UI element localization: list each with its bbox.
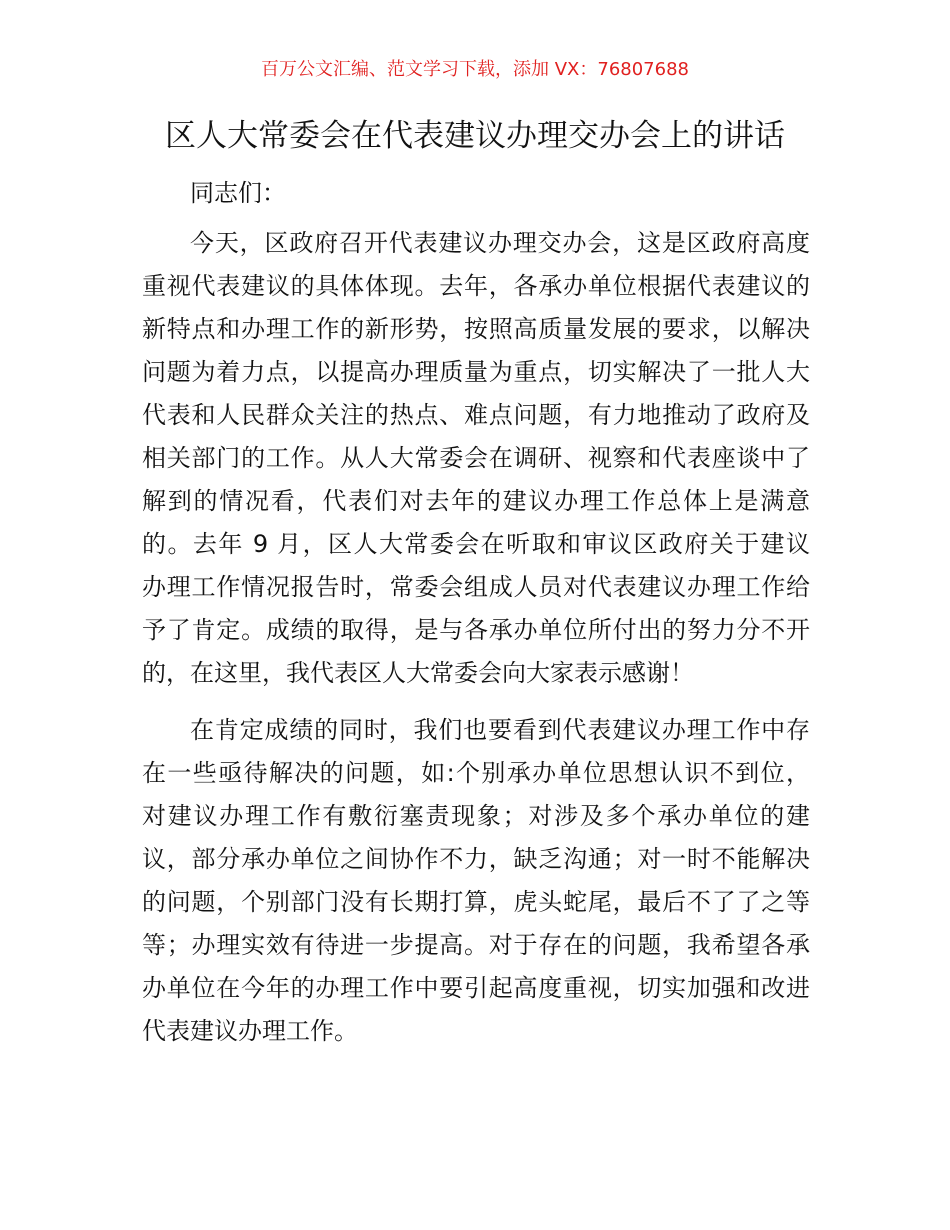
- text-line: 的，在这里，我代表区人大常委会向大家表示感谢！: [142, 659, 694, 687]
- text-line: 的。去年 9 月，区人大常委会在听取和审议区政府关于建议: [142, 530, 810, 558]
- text-line: 议，部分承办单位之间协作不力，缺乏沟通；对一时不能解决: [142, 845, 810, 873]
- document-title: 区人大常委会在代表建议办理交办会上的讲话: [165, 118, 785, 154]
- text-line: 解到的情况看，代表们对去年的建议办理工作总体上是满意: [142, 487, 810, 515]
- text-line: 在肯定成绩的同时，我们也要看到代表建议办理工作中存: [190, 716, 810, 744]
- text-line: 对建议办理工作有敷衍塞责现象；对涉及多个承办单位的建: [142, 802, 810, 830]
- text-line: 等；办理实效有待进一步提高。对于存在的问题，我希望各承: [142, 931, 810, 959]
- text-line: 重视代表建议的具体体现。去年，各承办单位根据代表建议的: [142, 272, 810, 300]
- paragraph-1: [142, 222, 810, 695]
- paragraph-2: [142, 709, 810, 1053]
- text-line: 予了肯定。成绩的取得，是与各承办单位所付出的努力分不开: [142, 616, 810, 644]
- text-line: 相关部门的工作。从人大常委会在调研、视察和代表座谈中了: [142, 444, 810, 472]
- watermark-banner: 百万公文汇编、范文学习下载，添加 VX：76807688: [261, 59, 689, 80]
- text-line: 的问题，个别部门没有长期打算，虎头蛇尾，最后不了了之等: [142, 888, 810, 916]
- text-line: 办单位在今年的办理工作中要引起高度重视，切实加强和改进: [142, 974, 810, 1002]
- text-line: 办理工作情况报告时，常委会组成人员对代表建议办理工作给: [142, 573, 810, 601]
- text-line: 问题为着力点，以提高办理质量为重点，切实解决了一批人大: [142, 358, 810, 386]
- text-line: 新特点和办理工作的新形势，按照高质量发展的要求，以解决: [142, 315, 810, 343]
- text-line: 代表建议办理工作。: [142, 1017, 358, 1045]
- text-line: 在一些亟待解决的问题，如:个别承办单位思想认识不到位，: [142, 759, 810, 787]
- text-line: 今天，区政府召开代表建议办理交办会，这是区政府高度: [190, 229, 810, 257]
- greeting: 同志们：: [190, 179, 286, 207]
- text-line: 代表和人民群众关注的热点、难点问题，有力地推动了政府及: [142, 401, 810, 429]
